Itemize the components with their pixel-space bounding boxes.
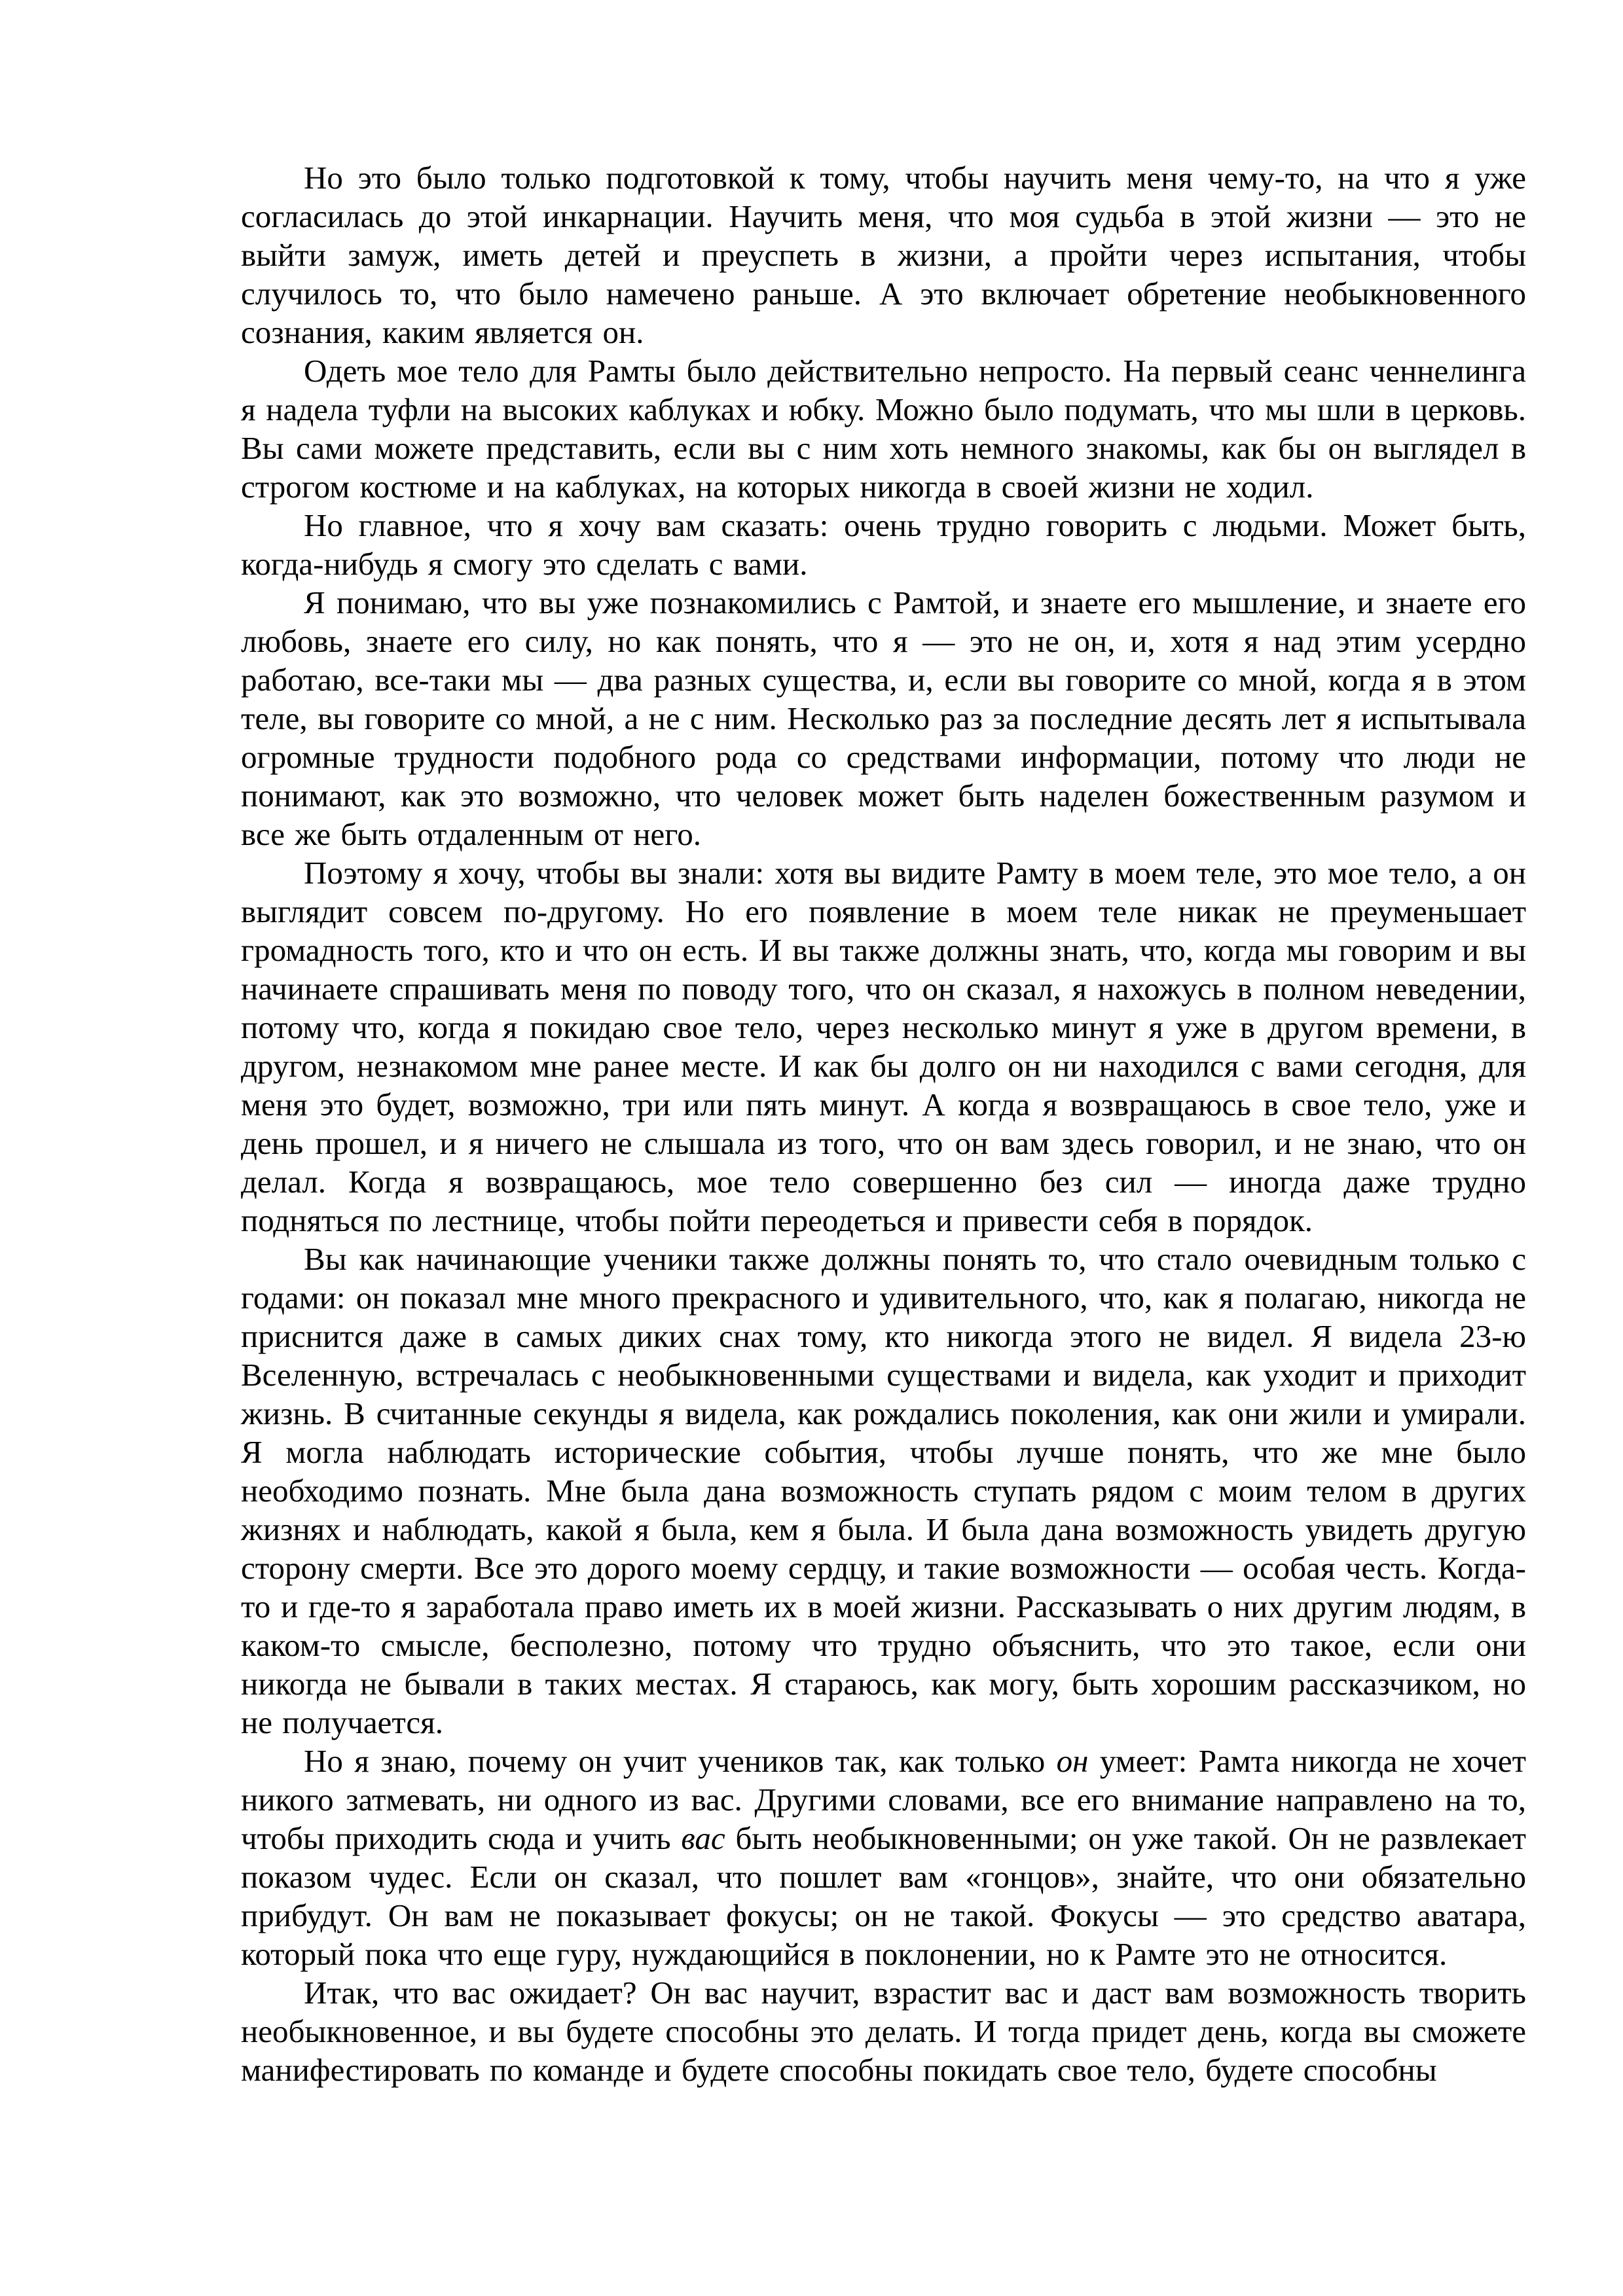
text-run: Но я знаю, почему он учит учеников так, как только xyxy=(304,1743,1057,1779)
text-run: Вы как начинающие ученики также должны понять то, что стало очевидным только с годами: он показал мне много прекрасного и удивительного, что, как я полагаю, никогда не приснится даже в самых диких снах тому, кто никогда этого не видел. Я видела 23-ю Вселенную, встречалась с необыкновенными существами и видела, как уходит и приходит жизнь. В считанные секунды я видела, как рождались поколения, как они жили и умирали. Я могла наблюдать исторические события, чтобы лучше понять, что же мне было необходимо познать. Мне была дана возможность ступать рядом с моим телом в других жизнях и наблюдать, какой я была, кем я была. И была дана возможность увидеть другую сторону смерти. Все это дорого моему сердцу, и такие возможности — особая честь. Когда-то и где-то я заработала право иметь их в моей жизни. Рассказывать о них другим людям, в каком-то смысле, бесполезно, потому что трудно объяснить, что это такое, если они никогда не бывали в таких местах. Я стараюсь, как могу, быть хорошим рассказчиком, но не получается. xyxy=(241,1241,1526,1740)
paragraph-1 xyxy=(241,158,1526,351)
text-run: Поэтому я хочу, чтобы вы знали: хотя вы видите Рамту в моем теле, это мое тело, а он выглядит совсем по-другому. Но его появление в моем теле никак не преуменьшает громадность того, кто и что он есть. И вы также должны знать, что, когда мы говорим и вы начинаете спрашивать меня по поводу того, что он сказал, я нахожусь в полном неведении, потому что, когда я покидаю свое тело, через несколько минут я уже в другом времени, в другом, незнакомом мне ранее месте. И как бы долго он ни находился с вами сегодня, для меня это будет, возможно, три или пять минут. А когда я возвращаюсь в свое тело, уже и день прошел, и я ничего не слышала из того, что он вам здесь говорил, и не знаю, что он делал. Когда я возвращаюсь, мое тело совершенно без сил — иногда даже трудно подняться по лестнице, чтобы пойти переодеться и привести себя в порядок. xyxy=(241,855,1526,1238)
paragraph-8 xyxy=(241,1973,1526,2089)
paragraph-2 xyxy=(241,351,1526,506)
text-run: Итак, что вас ожидает? Он вас научит, взрастит вас и даст вам возможность творить необыкновенное, и вы будете способны это делать. И тогда придет день, когда вы сможете манифестировать по команде и будете способны покидать свое тело, будете способны xyxy=(241,1975,1526,2088)
text-run: быть необыкновенными; он уже такой. Он не развлекает показом чудес. Если он сказал, что пошлет вам «гонцов», знайте, что они обязательно прибудут. Он вам не показывает фокусы; он не такой. Фокусы — это средство аватара, который пока что еще гуру, нуждающийся в поклонении, но к Рамте это не относится. xyxy=(241,1820,1526,1972)
text-run: умеет: Рамта никогда не хочет никого затмевать, ни одного из вас. Другими словами, все его внимание направлено на то, чтобы приходить сюда и учить xyxy=(241,1743,1526,1856)
document-body xyxy=(241,158,1526,2089)
emphasized-text: он xyxy=(1056,1743,1089,1779)
paragraph-5 xyxy=(241,853,1526,1240)
paragraph-6 xyxy=(241,1240,1526,1742)
text-run: Одеть мое тело для Рамты было действительно непросто. На первый сеанс ченнелинга я надела туфли на высоких каблуках и юбку. Можно было подумать, что мы шли в церковь. Вы сами можете представить, если вы с ним хоть немного знакомы, как бы он выглядел в строгом костюме и на каблуках, на которых никогда в своей жизни не ходил. xyxy=(241,353,1526,505)
emphasized-text: вас xyxy=(681,1820,725,1856)
paragraph-7 xyxy=(241,1742,1526,1973)
paragraph-3 xyxy=(241,506,1526,583)
text-run: Я понимаю, что вы уже познакомились с Рамтой, и знаете его мышление, и знаете его любовь, знаете его силу, но как понять, что я — это не он, и, хотя я над этим усердно работаю, все-таки мы — два разных существа, и, если вы говорите со мной, когда я в этом теле, вы говорите со мной, а не с ним. Несколько раз за последние десять лет я испытывала огромные трудности подобного рода со средствами информации, потому что люди не понимают, как это возможно, что человек может быть наделен божественным разумом и все же быть отдаленным от него. xyxy=(241,584,1526,852)
text-run: Но это было только подготовкой к тому, чтобы научить меня чему-то, на что я уже согласилась до этой инкарнации. Научить меня, что моя судьба в этой жизни — это не выйти замуж, иметь детей и преуспеть в жизни, а пройти через испытания, чтобы случилось то, что было намечено раньше. А это включает обретение необыкновенного сознания, каким является он. xyxy=(241,160,1526,350)
paragraph-4 xyxy=(241,583,1526,853)
text-run: Но главное, что я хочу вам сказать: очень трудно говорить с людьми. Может быть, когда-нибудь я смогу это сделать с вами. xyxy=(241,507,1526,582)
